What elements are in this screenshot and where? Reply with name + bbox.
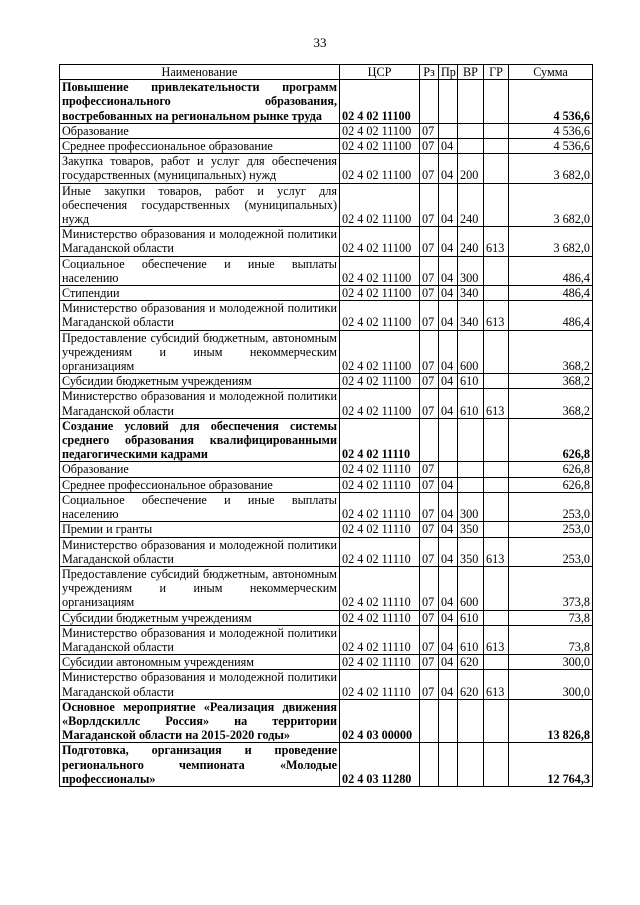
- table-row: [60, 418, 593, 462]
- row-gr: [484, 477, 509, 492]
- row-vr: [458, 699, 484, 743]
- row-sum: 486,4: [509, 256, 593, 285]
- row-vr: 340: [458, 301, 484, 330]
- header-csr: ЦСР: [340, 65, 420, 80]
- row-name: Закупка товаров, работ и услуг для обеспечения государственных (муниципальных) нужд: [60, 154, 340, 183]
- row-pr: 04: [439, 286, 458, 301]
- row-vr: [458, 123, 484, 138]
- row-sum: 626,8: [509, 418, 593, 462]
- table-row: [60, 462, 593, 477]
- row-rz: 07: [420, 256, 439, 285]
- row-gr: [484, 183, 509, 227]
- row-sum: 373,8: [509, 566, 593, 610]
- row-rz: 07: [420, 566, 439, 610]
- header-rz: Рз: [420, 65, 439, 80]
- row-sum: 3 682,0: [509, 154, 593, 183]
- row-csr: 02 4 02 11110: [340, 492, 420, 521]
- row-vr: [458, 80, 484, 124]
- row-vr: 610: [458, 610, 484, 625]
- row-csr: 02 4 02 11100: [340, 286, 420, 301]
- row-vr: [458, 477, 484, 492]
- table-row: [60, 330, 593, 374]
- row-rz: 07: [420, 123, 439, 138]
- row-sum: 253,0: [509, 492, 593, 521]
- row-pr: 04: [439, 227, 458, 256]
- row-name: Министерство образования и молодежной политики Магаданской области: [60, 625, 340, 654]
- row-gr: [484, 286, 509, 301]
- row-csr: 02 4 02 11110: [340, 625, 420, 654]
- table-row: [60, 610, 593, 625]
- table-row: [60, 492, 593, 521]
- row-vr: 610: [458, 625, 484, 654]
- row-vr: 600: [458, 330, 484, 374]
- row-sum: 486,4: [509, 301, 593, 330]
- row-pr: 04: [439, 537, 458, 566]
- row-name: Министерство образования и молодежной политики Магаданской области: [60, 537, 340, 566]
- row-pr: 04: [439, 566, 458, 610]
- row-csr: 02 4 02 11110: [340, 418, 420, 462]
- row-rz: 07: [420, 625, 439, 654]
- row-csr: 02 4 02 11100: [340, 374, 420, 389]
- row-rz: 07: [420, 154, 439, 183]
- row-name: Повышение привлекательности программ профессионального образования, востребованных на региональном рынке труда: [60, 80, 340, 124]
- row-gr: [484, 743, 509, 787]
- row-vr: 340: [458, 286, 484, 301]
- table-row: [60, 477, 593, 492]
- row-csr: 02 4 02 11100: [340, 389, 420, 418]
- table-row: [60, 522, 593, 537]
- row-vr: [458, 418, 484, 462]
- table-row: [60, 123, 593, 138]
- row-vr: 620: [458, 655, 484, 670]
- table-row: [60, 227, 593, 256]
- row-pr: 04: [439, 389, 458, 418]
- table-row: [60, 670, 593, 699]
- row-rz: 07: [420, 330, 439, 374]
- row-sum: 3 682,0: [509, 183, 593, 227]
- row-sum: 368,2: [509, 374, 593, 389]
- row-csr: 02 4 02 11110: [340, 477, 420, 492]
- row-pr: 04: [439, 256, 458, 285]
- row-pr: [439, 418, 458, 462]
- row-vr: 240: [458, 183, 484, 227]
- row-pr: 04: [439, 522, 458, 537]
- table-row: [60, 154, 593, 183]
- row-csr: 02 4 02 11110: [340, 610, 420, 625]
- row-name: Среднее профессиональное образование: [60, 477, 340, 492]
- row-gr: [484, 123, 509, 138]
- row-sum: 368,2: [509, 330, 593, 374]
- header-vr: ВР: [458, 65, 484, 80]
- row-name: Стипендии: [60, 286, 340, 301]
- row-pr: 04: [439, 477, 458, 492]
- row-gr: [484, 655, 509, 670]
- row-csr: 02 4 02 11100: [340, 256, 420, 285]
- row-vr: 200: [458, 154, 484, 183]
- row-name: Министерство образования и молодежной политики Магаданской области: [60, 227, 340, 256]
- header-gr: ГР: [484, 65, 509, 80]
- row-csr: 02 4 02 11100: [340, 227, 420, 256]
- row-name: Среднее профессиональное образование: [60, 139, 340, 154]
- row-rz: [420, 743, 439, 787]
- row-vr: 300: [458, 492, 484, 521]
- row-sum: 73,8: [509, 610, 593, 625]
- row-gr: 613: [484, 670, 509, 699]
- row-sum: 4 536,6: [509, 123, 593, 138]
- row-gr: 613: [484, 389, 509, 418]
- row-vr: 350: [458, 522, 484, 537]
- table-row: [60, 743, 593, 787]
- row-rz: 07: [420, 492, 439, 521]
- table-row: [60, 301, 593, 330]
- row-pr: 04: [439, 301, 458, 330]
- row-vr: 600: [458, 566, 484, 610]
- header-name: Наименование: [60, 65, 340, 80]
- row-rz: 07: [420, 227, 439, 256]
- table-row: [60, 286, 593, 301]
- row-rz: 07: [420, 522, 439, 537]
- row-gr: 613: [484, 625, 509, 654]
- row-gr: [484, 139, 509, 154]
- row-sum: 253,0: [509, 537, 593, 566]
- row-csr: 02 4 02 11100: [340, 154, 420, 183]
- row-name: Социальное обеспечение и иные выплаты населению: [60, 256, 340, 285]
- row-sum: 4 536,6: [509, 80, 593, 124]
- row-name: Создание условий для обеспечения системы среднего образования квалифицированными педагогическими кадрами: [60, 418, 340, 462]
- row-gr: [484, 330, 509, 374]
- row-name: Субсидии автономным учреждениям: [60, 655, 340, 670]
- budget-table: [59, 64, 593, 787]
- row-sum: 253,0: [509, 522, 593, 537]
- row-gr: [484, 154, 509, 183]
- row-vr: 620: [458, 670, 484, 699]
- row-rz: 07: [420, 477, 439, 492]
- table-row: [60, 374, 593, 389]
- row-pr: 04: [439, 670, 458, 699]
- row-gr: [484, 462, 509, 477]
- row-csr: 02 4 02 11110: [340, 537, 420, 566]
- row-rz: [420, 699, 439, 743]
- row-name: Социальное обеспечение и иные выплаты населению: [60, 492, 340, 521]
- row-name: Основное мероприятие «Реализация движения «Ворлдскиллс Россия» на территории Магаданской области на 2015-2020 годы»: [60, 699, 340, 743]
- row-vr: 610: [458, 374, 484, 389]
- row-csr: 02 4 02 11100: [340, 123, 420, 138]
- row-name: Предоставление субсидий бюджетным, автономным учреждениям и иным некоммерческим организациям: [60, 330, 340, 374]
- row-csr: 02 4 02 11110: [340, 670, 420, 699]
- table-row: [60, 537, 593, 566]
- row-name: Министерство образования и молодежной политики Магаданской области: [60, 389, 340, 418]
- row-pr: 04: [439, 655, 458, 670]
- row-gr: [484, 699, 509, 743]
- row-name: Министерство образования и молодежной политики Магаданской области: [60, 301, 340, 330]
- row-csr: 02 4 02 11110: [340, 566, 420, 610]
- row-pr: 04: [439, 183, 458, 227]
- page-number: 33: [313, 35, 327, 50]
- row-name: Премии и гранты: [60, 522, 340, 537]
- row-rz: 07: [420, 655, 439, 670]
- row-vr: [458, 743, 484, 787]
- row-sum: 626,8: [509, 477, 593, 492]
- row-pr: [439, 743, 458, 787]
- row-gr: [484, 492, 509, 521]
- row-rz: 07: [420, 670, 439, 699]
- row-csr: 02 4 02 11100: [340, 80, 420, 124]
- row-gr: [484, 80, 509, 124]
- row-sum: 300,0: [509, 670, 593, 699]
- row-pr: [439, 462, 458, 477]
- row-rz: 07: [420, 183, 439, 227]
- row-sum: 12 764,3: [509, 743, 593, 787]
- table-row: [60, 80, 593, 124]
- table-row: [60, 139, 593, 154]
- row-rz: [420, 80, 439, 124]
- row-name: Предоставление субсидий бюджетным, автономным учреждениям и иным некоммерческим организациям: [60, 566, 340, 610]
- row-rz: 07: [420, 389, 439, 418]
- row-rz: 07: [420, 286, 439, 301]
- row-rz: 07: [420, 139, 439, 154]
- row-name: Образование: [60, 123, 340, 138]
- row-csr: 02 4 03 11280: [340, 743, 420, 787]
- row-vr: 300: [458, 256, 484, 285]
- row-csr: 02 4 03 00000: [340, 699, 420, 743]
- row-gr: 613: [484, 537, 509, 566]
- row-pr: [439, 123, 458, 138]
- row-name: Образование: [60, 462, 340, 477]
- row-sum: 4 536,6: [509, 139, 593, 154]
- row-vr: 240: [458, 227, 484, 256]
- header-pr: Пр: [439, 65, 458, 80]
- row-gr: 613: [484, 301, 509, 330]
- row-gr: [484, 522, 509, 537]
- row-rz: 07: [420, 462, 439, 477]
- row-pr: 04: [439, 492, 458, 521]
- row-csr: 02 4 02 11110: [340, 522, 420, 537]
- row-pr: 04: [439, 374, 458, 389]
- row-pr: 04: [439, 154, 458, 183]
- row-name: Министерство образования и молодежной политики Магаданской области: [60, 670, 340, 699]
- row-gr: [484, 610, 509, 625]
- table-row: [60, 389, 593, 418]
- row-rz: 07: [420, 537, 439, 566]
- row-pr: 04: [439, 330, 458, 374]
- row-sum: 13 826,8: [509, 699, 593, 743]
- row-csr: 02 4 02 11110: [340, 462, 420, 477]
- row-pr: 04: [439, 625, 458, 654]
- row-name: Иные закупки товаров, работ и услуг для обеспечения государственных (муниципальных) нужд: [60, 183, 340, 227]
- row-csr: 02 4 02 11100: [340, 139, 420, 154]
- row-pr: 04: [439, 139, 458, 154]
- row-pr: 04: [439, 610, 458, 625]
- table-row: [60, 655, 593, 670]
- row-pr: [439, 699, 458, 743]
- row-rz: 07: [420, 301, 439, 330]
- row-rz: 07: [420, 374, 439, 389]
- row-gr: [484, 256, 509, 285]
- row-csr: 02 4 02 11100: [340, 330, 420, 374]
- table-row: [60, 566, 593, 610]
- row-gr: 613: [484, 227, 509, 256]
- table-header-row: [60, 65, 593, 80]
- row-name: Подготовка, организация и проведение регионального чемпионата «Молодые профессионалы»: [60, 743, 340, 787]
- row-sum: 368,2: [509, 389, 593, 418]
- row-rz: [420, 418, 439, 462]
- row-csr: 02 4 02 11110: [340, 655, 420, 670]
- row-csr: 02 4 02 11100: [340, 183, 420, 227]
- row-csr: 02 4 02 11100: [340, 301, 420, 330]
- row-pr: [439, 80, 458, 124]
- row-sum: 3 682,0: [509, 227, 593, 256]
- row-sum: 300,0: [509, 655, 593, 670]
- table-row: [60, 625, 593, 654]
- table-row: [60, 183, 593, 227]
- row-rz: 07: [420, 610, 439, 625]
- row-name: Субсидии бюджетным учреждениям: [60, 374, 340, 389]
- row-name: Субсидии бюджетным учреждениям: [60, 610, 340, 625]
- row-vr: [458, 462, 484, 477]
- row-sum: 626,8: [509, 462, 593, 477]
- row-gr: [484, 374, 509, 389]
- row-sum: 73,8: [509, 625, 593, 654]
- table-row: [60, 699, 593, 743]
- row-vr: [458, 139, 484, 154]
- header-sum: Сумма: [509, 65, 593, 80]
- table-row: [60, 256, 593, 285]
- row-vr: 610: [458, 389, 484, 418]
- row-gr: [484, 418, 509, 462]
- row-gr: [484, 566, 509, 610]
- row-sum: 486,4: [509, 286, 593, 301]
- row-vr: 350: [458, 537, 484, 566]
